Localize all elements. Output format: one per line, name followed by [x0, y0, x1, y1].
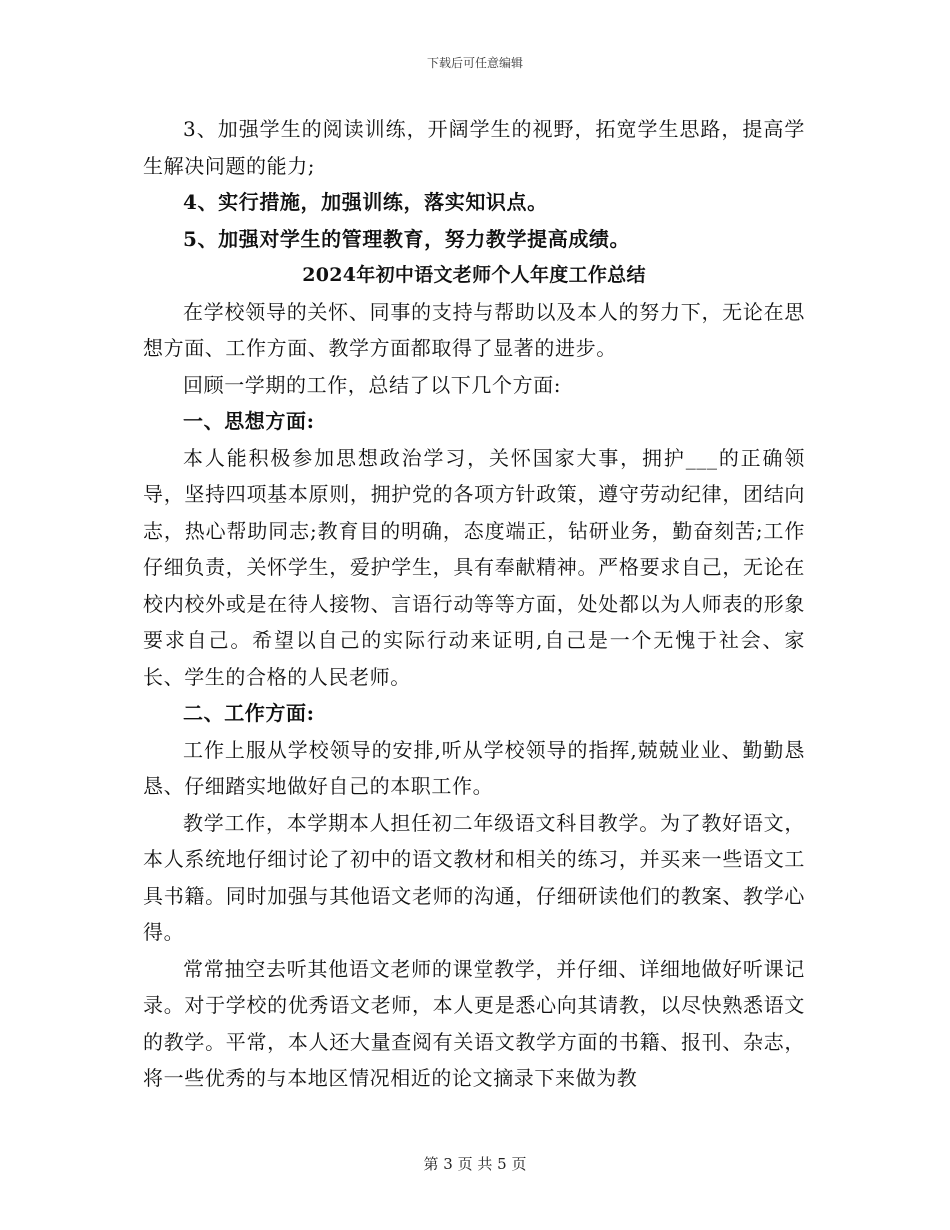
- intro-paragraph: 在学校领导的关怀、同事的支持与帮助以及本人的努力下，无论在思想方面、工作方面、教学方面都取得了显著的进步。: [143, 299, 805, 360]
- observation-paragraph: 常常抽空去听其他语文老师的课堂教学，并仔细、详细地做好听课记录。对于学校的优秀语文老师，本人更是悉心向其请教，以尽快熟悉语文的教学。平常，本人还大量查阅有关语文教学方面的书籍、报刊、杂志，将一些优秀的与本地区情况相近的论文摘录下来做为教: [143, 956, 805, 1090]
- page-number: 第 3 页 共 5 页: [423, 1155, 527, 1173]
- document-body: [143, 111, 805, 1097]
- thought-paragraph: 本人能积极参加思想政治学习，关怀国家大事，拥护___的正确领导，坚持四项基本原则，拥护党的各项方针政策，遵守劳动纪律，团结向志，热心帮助同志;教育目的明确，态度端正，钻研业务，勤奋刻苦;工作仔细负责，关怀学生，爱护学生，具有奉献精神。严格要求自己，无论在校内校外或是在待人接物、言语行动等等方面，处处都以为人师表的形象要求自己。希望以自己的实际行动来证明,自己是一个无愧于社会、家长、学生的合格的人民老师。: [143, 445, 805, 689]
- teaching-paragraph: 教学工作，本学期本人担任初二年级语文科目教学。为了教好语文，本人系统地仔细讨论了初中的语文教材和相关的练习，并买来一些语文工具书籍。同时加强与其他语文老师的沟通，仔细研读他们的教案、教学心得。: [143, 810, 805, 944]
- paragraph-item-3: 3、加强学生的阅读训练，开阔学生的视野，拓宽学生思路，提高学生解决问题的能力;: [143, 117, 805, 178]
- review-paragraph: 回顾一学期的工作，总结了以下几个方面:: [183, 372, 562, 397]
- bold-item-4: 4、实行措施，加强训练，落实知识点。: [183, 190, 548, 214]
- bold-item-5: 5、加强对学生的管理教育，努力教学提高成绩。: [183, 226, 631, 251]
- section-heading-work: 二、工作方面:: [183, 701, 315, 725]
- work-paragraph: 工作上服从学校领导的安排,听从学校领导的指挥,兢兢业业、勤勤恳恳、仔细踏实地做好自己的本职工作。: [143, 737, 805, 798]
- document-title: 2024年初中语文老师个人年度工作总结: [302, 264, 646, 286]
- page-header: 下载后可任意编辑: [426, 56, 523, 70]
- section-heading-thought: 一、思想方面:: [183, 409, 315, 433]
